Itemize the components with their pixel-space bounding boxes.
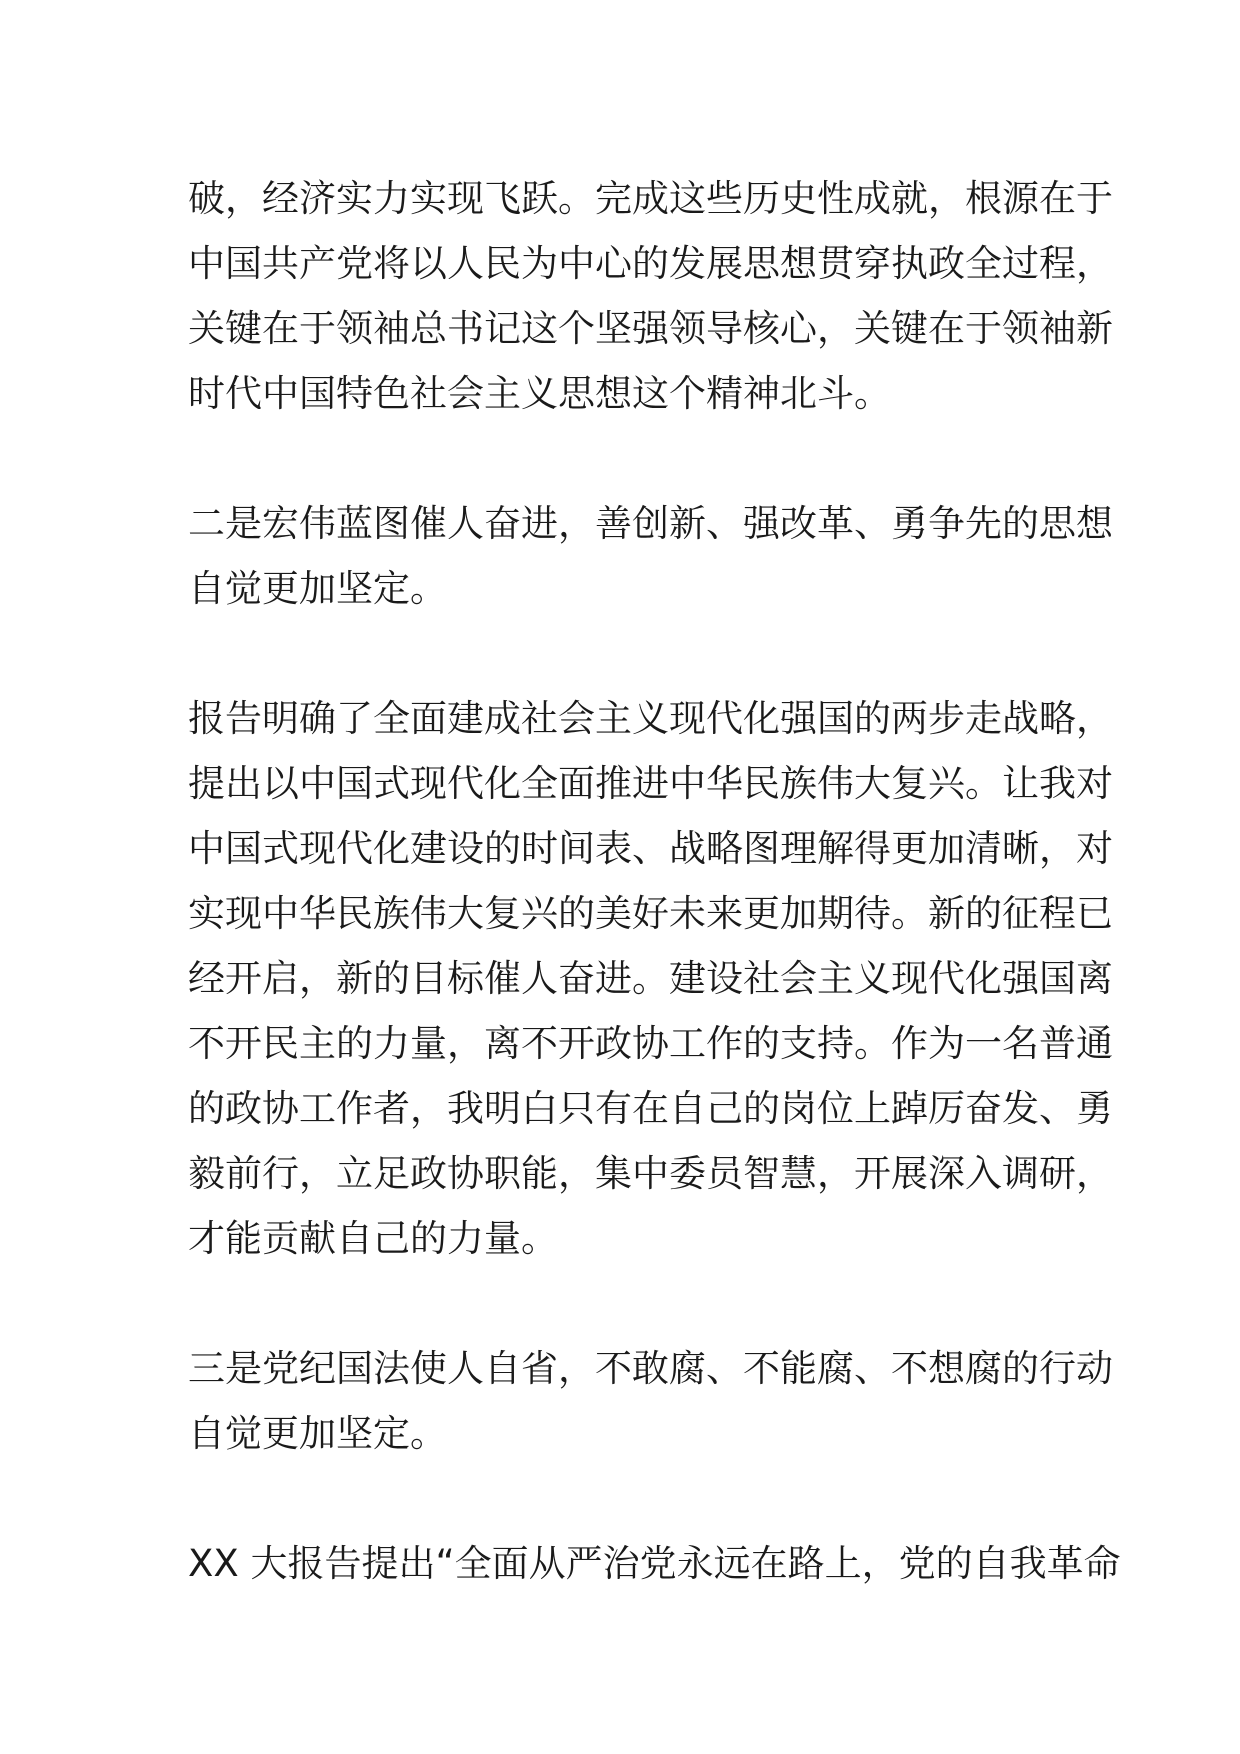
text-line: 不开民主的力量，离不开政协工作的支持。作为一名普通 — [188, 1022, 1113, 1065]
paragraph-achievements — [188, 166, 1113, 426]
text-line: 报告明确了全面建成社会主义现代化强国的两步走战略， — [188, 697, 1113, 740]
text-line: 毅前行，立足政协职能，集中委员智慧，开展深入调研， — [188, 1152, 1113, 1195]
text-line: 关键在于领袖总书记这个坚强领导核心，关键在于领袖新 — [188, 307, 1113, 350]
text-line: 实现中华民族伟大复兴的美好未来更加期待。新的征程已 — [188, 892, 1113, 935]
text-line: 破，经济实力实现飞跃。完成这些历史性成就，根源在于 — [188, 177, 1113, 220]
heading-point-three — [188, 1336, 1113, 1466]
text-line: 中国式现代化建设的时间表、战略图理解得更加清晰，对 — [188, 827, 1113, 870]
paragraph-party-discipline — [188, 1531, 1121, 1596]
text-line: 三是党纪国法使人自省，不敢腐、不能腐、不想腐的行动 — [188, 1347, 1113, 1390]
text-line: 经开启，新的目标催人奋进。建设社会主义现代化强国离 — [188, 957, 1113, 1000]
text-line: XX 大报告提出“全面从严治党永远在路上，党的自我革命 — [188, 1542, 1121, 1585]
text-line: 自觉更加坚定。 — [188, 567, 447, 610]
text-line: 才能贡献自己的力量。 — [188, 1217, 558, 1260]
text-line: 二是宏伟蓝图催人奋进，善创新、强改革、勇争先的思想 — [188, 502, 1113, 545]
text-line: 自觉更加坚定。 — [188, 1412, 447, 1455]
heading-point-two — [188, 491, 1113, 621]
text-line: 时代中国特色社会主义思想这个精神北斗。 — [188, 372, 891, 415]
text-line: 的政协工作者，我明白只有在自己的岗位上踔厉奋发、勇 — [188, 1087, 1113, 1130]
document-body — [188, 166, 1121, 1596]
text-line: 中国共产党将以人民为中心的发展思想贯穿执政全过程， — [188, 242, 1113, 285]
text-line: 提出以中国式现代化全面推进中华民族伟大复兴。让我对 — [188, 762, 1113, 805]
paragraph-report-strategy — [188, 686, 1113, 1271]
